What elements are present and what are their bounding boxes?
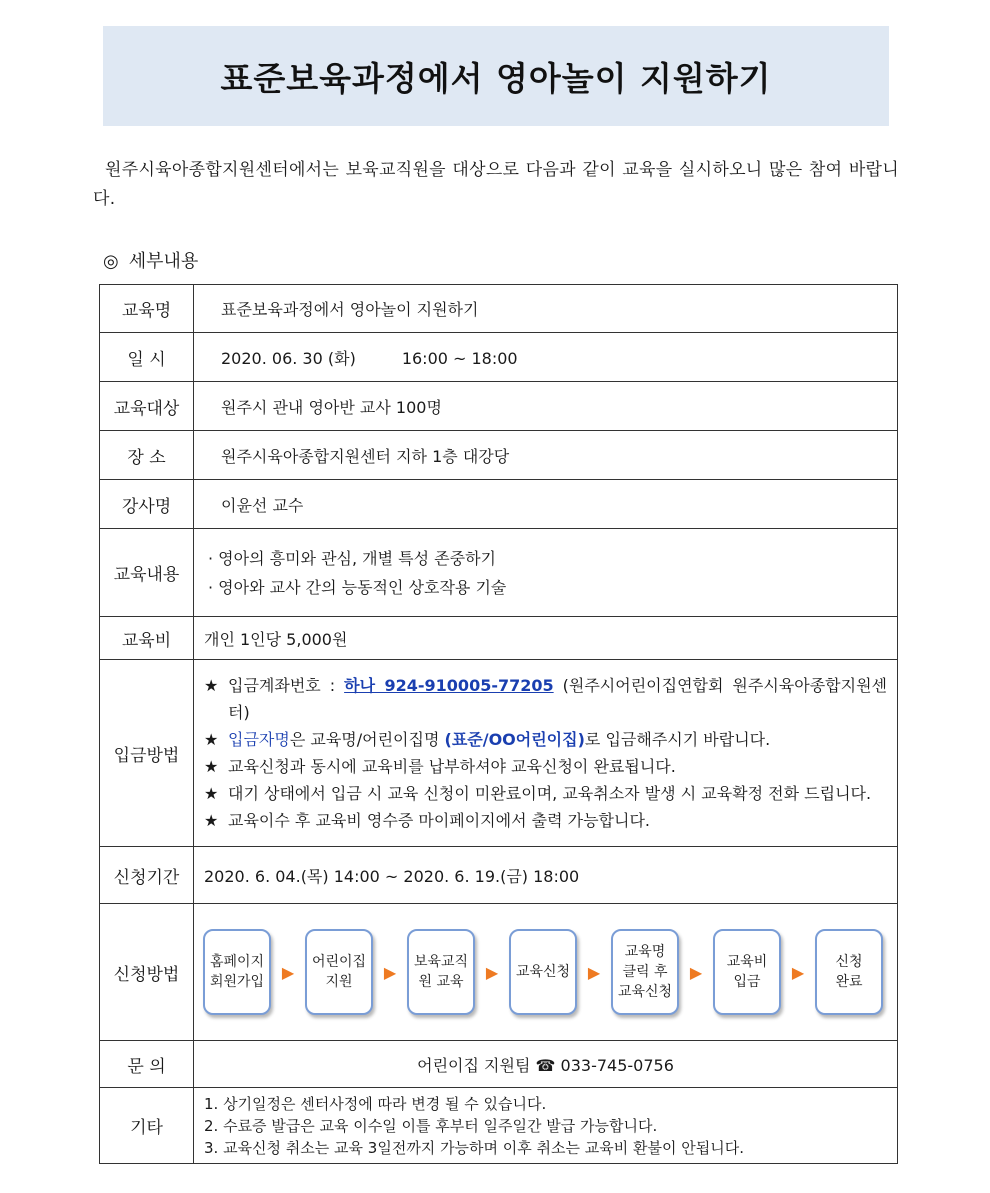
row-inquiry	[100, 1041, 898, 1088]
star-icon: ★	[204, 757, 219, 776]
label-place: 장 소	[100, 431, 194, 480]
row-payment	[100, 660, 898, 847]
section-label: 세부내용	[128, 251, 199, 272]
circle-symbol-icon: ◎	[103, 251, 119, 272]
payment-line	[204, 726, 887, 753]
label-method: 신청방법	[100, 904, 194, 1041]
value-method	[194, 904, 898, 1041]
arrow-right-icon: ▶	[689, 962, 703, 982]
content-item: · 영아와 교사 간의 능동적인 상호작용 기술	[208, 577, 507, 597]
date-text: 2020. 06. 30 (화)	[221, 348, 356, 368]
depositor-format: (표준/OO어린이집)	[444, 730, 585, 749]
star-icon: ★	[204, 676, 219, 695]
intro-text: 원주시육아종합지원센터에서는 보육교직원을 대상으로 다음과 같이 교육을 실시하오니 많은 참여 바랍니다.	[93, 160, 899, 209]
step-box: 어린이집 지원	[305, 929, 373, 1015]
etc-item: 3. 교육신청 취소는 교육 3일전까지 가능하며 이후 취소는 교육비 환불이 안됩니다.	[204, 1138, 744, 1157]
label-inquiry: 문 의	[100, 1041, 194, 1088]
step-box: 홈페이지 회원가입	[203, 929, 271, 1015]
title-banner	[103, 26, 889, 126]
step-box: 교육명 클릭 후 교육신청	[611, 929, 679, 1015]
star-icon: ★	[204, 730, 219, 749]
value-etc	[194, 1088, 898, 1164]
row-etc	[100, 1088, 898, 1164]
value-target: 원주시 관내 영아반 교사 100명	[194, 382, 898, 431]
row-fee	[100, 617, 898, 660]
payment-line	[204, 780, 887, 807]
row-target	[100, 382, 898, 431]
arrow-right-icon: ▶	[587, 962, 601, 982]
account-suffix: (원주시어린이집연합회 원주시육아종합지원센터)	[228, 676, 887, 722]
row-place	[100, 431, 898, 480]
label-etc: 기타	[100, 1088, 194, 1164]
row-method	[100, 904, 898, 1041]
value-place: 원주시육아종합지원센터 지하 1층 대강당	[194, 431, 898, 480]
row-period	[100, 847, 898, 904]
process-flow	[194, 929, 897, 1015]
section-heading	[103, 247, 198, 273]
team-name: 어린이집 지원팀	[417, 1055, 531, 1075]
time-text: 16:00 ~ 18:00	[401, 348, 518, 368]
arrow-right-icon: ▶	[485, 962, 499, 982]
label-period: 신청기간	[100, 847, 194, 904]
payment-text: 교육이수 후 교육비 영수증 마이페이지에서 출력 가능합니다.	[228, 811, 651, 830]
row-course	[100, 285, 898, 333]
etc-item: 2. 수료증 발급은 교육 이수일 이틀 후부터 일주일간 발급 가능합니다.	[204, 1116, 658, 1135]
details-table	[99, 284, 898, 1164]
step-box: 신청 완료	[815, 929, 883, 1015]
content-item: · 영아의 흥미와 관심, 개별 특성 존중하기	[208, 548, 496, 568]
depositor-tail: 로 입금해주시기 바랍니다.	[584, 730, 771, 749]
label-lecturer: 강사명	[100, 480, 194, 529]
step-box: 보육교직 원 교육	[407, 929, 475, 1015]
value-content	[194, 529, 898, 617]
value-date	[194, 333, 898, 382]
arrow-right-icon: ▶	[383, 962, 397, 982]
label-target: 교육대상	[100, 382, 194, 431]
row-lecturer	[100, 480, 898, 529]
value-period: 2020. 6. 04.(목) 14:00 ~ 2020. 6. 19.(금) 18:00	[194, 847, 898, 904]
phone-icon: ☎	[535, 1055, 556, 1075]
value-payment	[194, 660, 898, 847]
payment-line	[204, 753, 887, 780]
label-course: 교육명	[100, 285, 194, 333]
account-prefix: 입금계좌번호 :	[228, 676, 345, 695]
etc-item: 1. 상기일정은 센터사정에 따라 변경 될 수 있습니다.	[204, 1094, 547, 1113]
step-box: 교육비 입금	[713, 929, 781, 1015]
value-inquiry	[194, 1041, 898, 1088]
depositor-label: 입금자명	[228, 730, 290, 749]
payment-text: 교육신청과 동시에 교육비를 납부하셔야 교육신청이 완료됩니다.	[228, 757, 676, 776]
value-lecturer: 이윤선 교수	[194, 480, 898, 529]
depositor-text: 은 교육명/어린이집명	[289, 730, 445, 749]
label-content: 교육내용	[100, 529, 194, 617]
payment-text: 대기 상태에서 입금 시 교육 신청이 미완료이며, 교육취소자 발생 시 교육확정 전화 드립니다.	[228, 784, 872, 803]
arrow-right-icon: ▶	[281, 962, 295, 982]
star-icon: ★	[204, 811, 219, 830]
label-date: 일 시	[100, 333, 194, 382]
payment-line	[204, 672, 887, 726]
value-fee: 개인 1인당 5,000원	[194, 617, 898, 660]
row-date	[100, 333, 898, 382]
star-icon: ★	[204, 784, 219, 803]
payment-line	[204, 807, 887, 834]
step-box: 교육신청	[509, 929, 577, 1015]
page-title: 표준보육과정에서 영아놀이 지원하기	[220, 58, 772, 98]
value-course: 표준보육과정에서 영아놀이 지원하기	[194, 285, 898, 333]
account-link[interactable]: 하나 924-910005-77205	[344, 676, 554, 695]
row-content	[100, 529, 898, 617]
label-fee: 교육비	[100, 617, 194, 660]
arrow-right-icon: ▶	[791, 962, 805, 982]
phone-number: 033-745-0756	[560, 1055, 674, 1075]
label-payment: 입금방법	[100, 660, 194, 847]
